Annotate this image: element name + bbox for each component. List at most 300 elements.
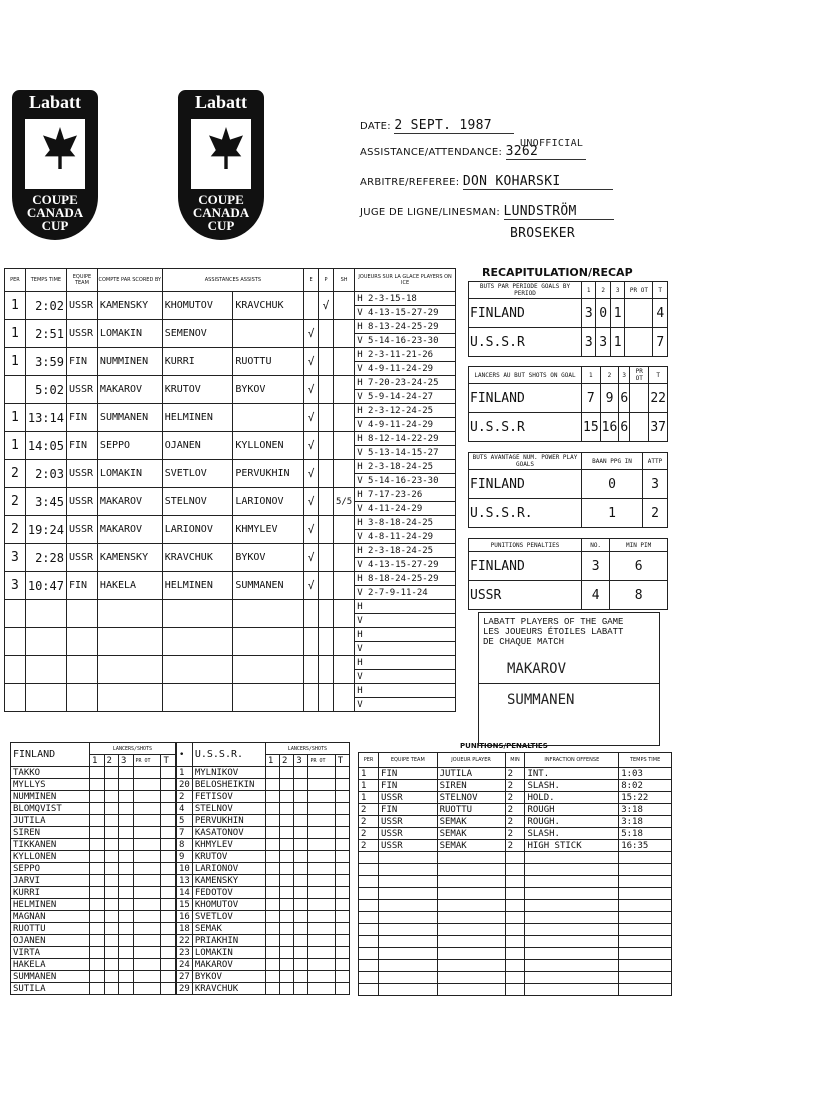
logo-line: CUP	[41, 218, 69, 233]
goal-row	[5, 544, 456, 558]
shots-cell	[119, 959, 134, 971]
recap-team: USSR	[469, 581, 582, 610]
recap-value	[625, 299, 653, 328]
recap-value: 3	[582, 552, 610, 581]
empty-cell	[162, 600, 233, 628]
shots-cell	[119, 827, 134, 839]
penalty-header: TEMPS TIME	[619, 753, 672, 768]
player-name: KRAVCHUK	[192, 983, 265, 995]
players-on-ice-visitor: V 2-7-9-11-24	[355, 586, 456, 600]
penalty-cell	[379, 948, 438, 960]
period-ot: PR OT	[625, 282, 653, 299]
goal-assist: KRUTOV	[162, 376, 233, 404]
goal-team: FIN	[66, 348, 97, 376]
shots-cell	[265, 959, 279, 971]
player-number: 2	[177, 791, 193, 803]
empty-ice-cell: V	[355, 698, 456, 712]
player-name: SIREN	[11, 827, 90, 839]
players-on-ice-visitor: V 4-9-11-24-29	[355, 418, 456, 432]
penalty-cell	[525, 924, 619, 936]
goal-time: 2:28	[25, 544, 66, 572]
goal-scorer: HAKELA	[97, 572, 162, 600]
recap-value: 22	[649, 384, 668, 413]
shots-cell	[133, 791, 161, 803]
goal-row	[5, 376, 456, 390]
penalty-cell	[525, 948, 619, 960]
recap-value	[630, 413, 649, 442]
shots-cell	[161, 863, 176, 875]
shots-cell	[119, 851, 134, 863]
goal-period: 1	[5, 348, 26, 376]
goal-assist: LARIONOV	[162, 516, 233, 544]
shots-cell	[265, 851, 279, 863]
shots-cell	[280, 815, 294, 827]
recap-row	[469, 499, 668, 528]
penalty-cell: 3:18	[619, 816, 672, 828]
goal-assist: LARIONOV	[233, 488, 304, 516]
shots-cell	[119, 971, 134, 983]
shots-cell	[280, 767, 294, 779]
penalty-cell	[525, 984, 619, 996]
shots-cell	[161, 851, 176, 863]
goal-assist: HELMINEN	[162, 572, 233, 600]
shots-cell	[133, 899, 161, 911]
shots-header: LANCERS/SHOTS	[90, 743, 176, 755]
players-on-ice-home: H 7-17-23-26	[355, 488, 456, 502]
shots-cell	[133, 911, 161, 923]
shots-cell	[133, 779, 161, 791]
shots-cell	[119, 875, 134, 887]
shots-cell	[294, 863, 308, 875]
penalty-cell: FIN	[379, 780, 438, 792]
roster-row	[177, 947, 350, 959]
shots-cell	[294, 803, 308, 815]
shots-cell	[280, 875, 294, 887]
shots-cell	[90, 827, 105, 839]
recap-value: 9	[600, 384, 619, 413]
recap-pp-header: BUTS AVANTAGE NUM. POWER PLAY GOALS	[469, 453, 582, 470]
roster-row	[11, 983, 176, 995]
linesman-value: LUNDSTRÖM	[504, 204, 614, 220]
empty-cell	[233, 628, 304, 656]
empty-cell	[5, 684, 26, 712]
goal-team: USSR	[66, 292, 97, 320]
recap-value: 3	[582, 299, 596, 328]
goal-row	[5, 292, 456, 306]
empty-cell	[25, 600, 66, 628]
shots-cell	[265, 899, 279, 911]
shots-col: 1	[265, 755, 279, 767]
goal-scorer: KAMENSKY	[97, 292, 162, 320]
player-name: PRIAKHIN	[192, 935, 265, 947]
shots-cell	[90, 779, 105, 791]
penalty-cell: 1	[359, 768, 379, 780]
penalty-row-empty	[359, 900, 672, 912]
empty-cell	[304, 600, 319, 628]
roster-row	[11, 827, 176, 839]
penalty-cell	[437, 984, 505, 996]
shots-cell	[119, 803, 134, 815]
shots-cell	[265, 923, 279, 935]
penalty-cell	[359, 924, 379, 936]
penalty-cell: 2	[505, 804, 525, 816]
logo-brand: Labatt	[28, 92, 81, 112]
shots-cell	[119, 887, 134, 899]
header-e: E	[304, 269, 319, 292]
roster-row	[177, 851, 350, 863]
shots-cell	[265, 767, 279, 779]
penalties-table	[358, 752, 672, 996]
linesman-value: BROSEKER	[510, 226, 576, 241]
player-number: 20	[177, 779, 193, 791]
recap-value: 15	[582, 413, 601, 442]
player-name: BELOSHEIKIN	[192, 779, 265, 791]
goal-assist: BYKOV	[233, 544, 304, 572]
goal-team: USSR	[66, 320, 97, 348]
shots-cell	[133, 923, 161, 935]
shots-cell	[308, 983, 335, 995]
shots-cell	[104, 935, 119, 947]
shots-cell	[308, 887, 335, 899]
empty-cell	[25, 656, 66, 684]
shots-cell	[161, 947, 176, 959]
penalty-header: JOUEUR PLAYER	[437, 753, 505, 768]
roster-row	[11, 815, 176, 827]
date-value: 2 SEPT. 1987	[394, 118, 514, 134]
penalty-cell: SEMAK	[437, 828, 505, 840]
shots-cell	[280, 887, 294, 899]
shots-cell	[335, 815, 349, 827]
penalty-cell	[505, 984, 525, 996]
recap-value	[630, 384, 649, 413]
recap-value: 6	[610, 552, 668, 581]
referee-label: ARBITRE/REFEREE:	[360, 177, 460, 188]
penalty-cell	[619, 888, 672, 900]
penalty-cell	[505, 900, 525, 912]
roster-row	[177, 959, 350, 971]
penalty-row-empty	[359, 972, 672, 984]
player-name: SUMMANEN	[11, 971, 90, 983]
goal-pp	[319, 404, 334, 432]
goal-time: 3:45	[25, 488, 66, 516]
shots-cell	[133, 983, 161, 995]
goal-assist: RUOTTU	[233, 348, 304, 376]
recap-value	[625, 328, 653, 357]
penalty-cell	[359, 936, 379, 948]
goal-sh	[333, 432, 354, 460]
player-name: KRUTOV	[192, 851, 265, 863]
goal-even: √	[304, 544, 319, 572]
shots-cell	[294, 875, 308, 887]
shots-cell	[161, 899, 176, 911]
shots-cell	[119, 815, 134, 827]
maple-leaf-icon	[25, 119, 85, 189]
player-name: BLOMQVIST	[11, 803, 90, 815]
shots-col: PR OT	[133, 755, 161, 767]
penalty-cell	[505, 888, 525, 900]
empty-cell	[333, 656, 354, 684]
shots-cell	[265, 935, 279, 947]
ussr-team-name: U.S.S.R.	[192, 743, 265, 767]
roster-row	[177, 875, 350, 887]
shots-cell	[280, 827, 294, 839]
penalty-cell: 2	[505, 828, 525, 840]
goal-row	[5, 404, 456, 418]
goal-row	[5, 348, 456, 362]
goal-team: USSR	[66, 376, 97, 404]
recap-value: 0	[596, 299, 610, 328]
goal-even: √	[304, 488, 319, 516]
penalty-cell: 2	[505, 768, 525, 780]
period-total: T	[653, 282, 668, 299]
shots-cell	[280, 923, 294, 935]
referee-value: DON KOHARSKI	[463, 174, 613, 190]
player-name: JARVI	[11, 875, 90, 887]
goal-assist: KHOMUTOV	[162, 292, 233, 320]
goal-assist	[233, 320, 304, 348]
shots-cell	[265, 803, 279, 815]
empty-cell	[25, 684, 66, 712]
empty-ice-cell: V	[355, 614, 456, 628]
goal-assist: PERVUKHIN	[233, 460, 304, 488]
recap-row	[469, 581, 668, 610]
game-info	[360, 118, 660, 241]
goal-assist: KRAVCHUK	[233, 292, 304, 320]
shots-cell	[294, 959, 308, 971]
recap-title: RECAPITULATION/RECAP	[482, 266, 633, 279]
period-ot: PR OT	[630, 367, 649, 384]
player-name: TIKKANEN	[11, 839, 90, 851]
roster-row	[177, 911, 350, 923]
shots-cell	[104, 959, 119, 971]
penalty-header: EQUIPE TEAM	[379, 753, 438, 768]
empty-ice-cell: V	[355, 642, 456, 656]
penalty-cell	[379, 924, 438, 936]
logo-line: CUP	[207, 218, 235, 233]
penalty-cell: 15:22	[619, 792, 672, 804]
finland-team-name: FINLAND	[11, 743, 90, 767]
shots-cell	[280, 803, 294, 815]
player-name: MAGNAN	[11, 911, 90, 923]
penalty-cell: 2	[505, 840, 525, 852]
recap-shots	[468, 366, 668, 442]
shots-cell	[280, 971, 294, 983]
logo-line: CANADA	[192, 205, 250, 220]
pp-col: BAAN PPG IN	[582, 453, 643, 470]
roster-row	[11, 767, 176, 779]
penalty-row-empty	[359, 984, 672, 996]
recap-team: U.S.S.R	[469, 328, 582, 357]
shots-cell	[280, 839, 294, 851]
roster-row	[177, 863, 350, 875]
goal-time: 10:47	[25, 572, 66, 600]
penalty-cell: 5:18	[619, 828, 672, 840]
players-on-ice-home: H 2-3-15-18	[355, 292, 456, 306]
empty-cell	[304, 656, 319, 684]
goal-sh	[333, 572, 354, 600]
player-name: STELNOV	[192, 803, 265, 815]
recap-team: FINLAND	[469, 384, 582, 413]
empty-cell	[5, 628, 26, 656]
goal-assist: SVETLOV	[162, 460, 233, 488]
shots-cell	[90, 767, 105, 779]
shots-cell	[90, 791, 105, 803]
penalty-cell	[437, 948, 505, 960]
penalty-cell: SEMAK	[437, 816, 505, 828]
penalty-row-empty	[359, 888, 672, 900]
player-number: 23	[177, 947, 193, 959]
goal-pp: √	[319, 292, 334, 320]
shots-cell	[90, 839, 105, 851]
penalty-cell: 2	[505, 816, 525, 828]
penalty-cell	[379, 972, 438, 984]
goal-scorer: LOMAKIN	[97, 320, 162, 348]
goal-row	[5, 432, 456, 446]
shots-cell	[161, 767, 176, 779]
penalty-cell	[619, 948, 672, 960]
shots-cell	[335, 983, 349, 995]
goal-assist: KRAVCHUK	[162, 544, 233, 572]
goal-team: FIN	[66, 404, 97, 432]
empty-cell	[97, 600, 162, 628]
goal-period	[5, 376, 26, 404]
shots-col: 3	[294, 755, 308, 767]
goal-sh: 5/5	[333, 488, 354, 516]
penalty-cell	[505, 936, 525, 948]
shots-cell	[294, 887, 308, 899]
penalty-cell: 1	[359, 780, 379, 792]
penalty-row-empty	[359, 864, 672, 876]
shots-cell	[133, 839, 161, 851]
goal-scorer: MAKAROV	[97, 376, 162, 404]
shots-cell	[104, 887, 119, 899]
players-on-ice-visitor: V 5-13-14-15-27	[355, 446, 456, 460]
players-on-ice-visitor: V 5-9-14-24-27	[355, 390, 456, 404]
goal-time: 13:14	[25, 404, 66, 432]
goal-even: √	[304, 320, 319, 348]
penalty-cell: 16:35	[619, 840, 672, 852]
shots-cell	[133, 803, 161, 815]
shots-cell	[119, 779, 134, 791]
roster-row	[177, 779, 350, 791]
player-name: SUTILA	[11, 983, 90, 995]
goal-assist: BYKOV	[233, 376, 304, 404]
empty-cell	[66, 684, 97, 712]
goal-sh	[333, 544, 354, 572]
penalty-cell	[437, 924, 505, 936]
shots-cell	[161, 803, 176, 815]
player-name: KAMENSKY	[192, 875, 265, 887]
penalty-cell: 3:18	[619, 804, 672, 816]
player-number: 1	[177, 767, 193, 779]
shots-col: 1	[90, 755, 105, 767]
penalty-row-empty	[359, 960, 672, 972]
shots-cell	[90, 863, 105, 875]
shots-cell	[90, 815, 105, 827]
player-number: 4	[177, 803, 193, 815]
shots-cell	[119, 839, 134, 851]
penalty-cell	[619, 876, 672, 888]
recap-value: 3	[643, 470, 668, 499]
header-per: PER	[5, 269, 26, 292]
penalty-cell: SLASH.	[525, 828, 619, 840]
penalty-cell	[525, 852, 619, 864]
roster-row	[177, 839, 350, 851]
recap-value: 2	[643, 499, 668, 528]
shots-cell	[265, 791, 279, 803]
shots-cell	[119, 923, 134, 935]
recap-value: 1	[582, 499, 643, 528]
goal-time: 19:24	[25, 516, 66, 544]
recap-team: FINLAND	[469, 552, 582, 581]
logo-line: CANADA	[26, 205, 84, 220]
penalty-row	[359, 828, 672, 840]
header-team: EQUIPE TEAM	[66, 269, 97, 292]
penalty-cell	[505, 960, 525, 972]
attendance-value: 3262	[506, 144, 586, 160]
shots-cell	[294, 947, 308, 959]
shots-cell	[335, 935, 349, 947]
goal-assist: HELMINEN	[162, 404, 233, 432]
shots-cell	[294, 911, 308, 923]
empty-cell	[66, 628, 97, 656]
recap-team: U.S.S.R	[469, 413, 582, 442]
penalty-cell	[359, 960, 379, 972]
goal-period: 2	[5, 460, 26, 488]
goal-row	[5, 460, 456, 474]
roster-row	[11, 887, 176, 899]
player-number: 8	[177, 839, 193, 851]
attendance-note: UNOFFICIAL	[520, 138, 584, 149]
penalty-row-empty	[359, 924, 672, 936]
goal-sh	[333, 292, 354, 320]
penalty-cell	[619, 852, 672, 864]
player-name: KHOMUTOV	[192, 899, 265, 911]
shots-cell	[308, 851, 335, 863]
goal-scorer: NUMMINEN	[97, 348, 162, 376]
penalty-row-empty	[359, 876, 672, 888]
recap-row	[469, 552, 668, 581]
shots-cell	[119, 863, 134, 875]
penalty-cell: SLASH.	[525, 780, 619, 792]
players-on-ice-visitor: V 4-13-15-27-29	[355, 558, 456, 572]
shots-cell	[161, 911, 176, 923]
penalty-cell: ROUGH	[525, 804, 619, 816]
player-name: SEMAK	[192, 923, 265, 935]
shots-cell	[335, 779, 349, 791]
logo-brand: Labatt	[194, 92, 247, 112]
goal-period: 1	[5, 432, 26, 460]
shots-cell	[133, 875, 161, 887]
goal-pp	[319, 432, 334, 460]
penalty-cell	[525, 900, 619, 912]
penalty-cell	[525, 864, 619, 876]
goal-pp	[319, 460, 334, 488]
shots-cell	[308, 863, 335, 875]
shots-cell	[335, 971, 349, 983]
empty-cell	[162, 684, 233, 712]
penalty-cell	[437, 972, 505, 984]
recap-value: 4	[582, 581, 610, 610]
shots-cell	[119, 947, 134, 959]
roster-row	[11, 875, 176, 887]
penalty-cell	[359, 972, 379, 984]
player-name: PERVUKHIN	[192, 815, 265, 827]
shots-cell	[294, 767, 308, 779]
player-number: 14	[177, 887, 193, 899]
shots-cell	[133, 827, 161, 839]
empty-cell	[233, 600, 304, 628]
